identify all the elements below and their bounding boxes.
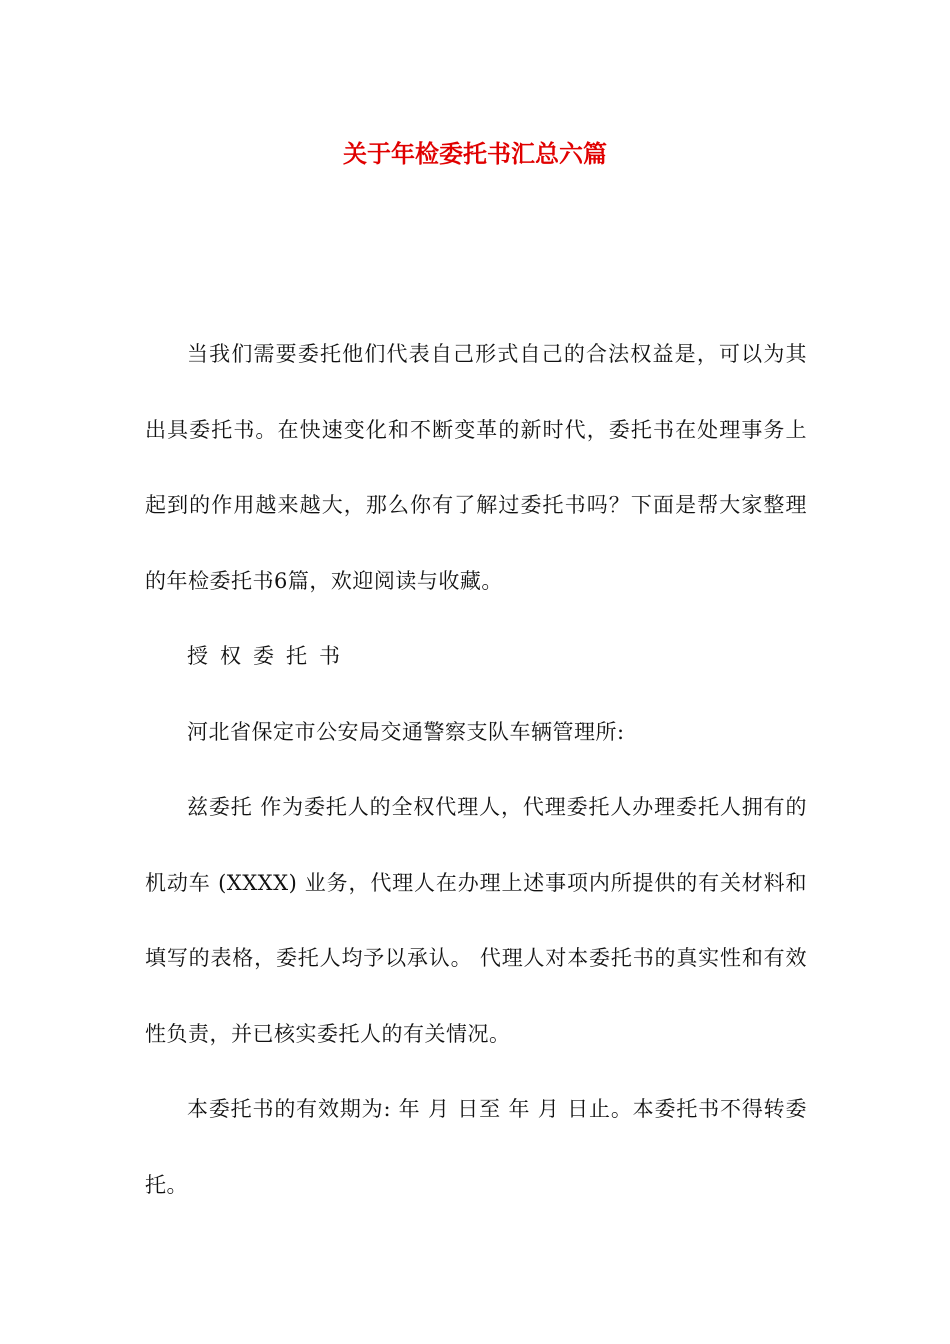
document-title: 关于年检委托书汇总六篇: [343, 139, 607, 168]
section-heading: 授权委托书: [187, 644, 352, 668]
addressee-line: 河北省保定市公安局交通警察支队车辆管理所:: [187, 719, 625, 744]
validity-paragraph: 本委托书的有效期为: 年 月 日至 年 月 日止。本委托书不得转委托。: [145, 1097, 807, 1197]
authorization-paragraph: 兹委托 作为委托人的全权代理人，代理委托人办理委托人拥有的机动车 (XXXX) 业务，代理人在办理上述事项内所提供的有关材料和填写的表格，委托人均予以承认。 代理人对本委托书的真实性和有效性负责，并已核实委托人的有关情况。: [145, 795, 807, 1046]
document-body: [145, 317, 807, 1223]
intro-paragraph: 当我们需要委托他们代表自己形式自己的合法权益是，可以为其出具委托书。在快速变化和不断变革的新时代，委托书在处理事务上起到的作用越来越大，那么你有了解过委托书吗？下面是帮大家整理的年检委托书6篇，欢迎阅读与收藏。: [145, 342, 807, 593]
